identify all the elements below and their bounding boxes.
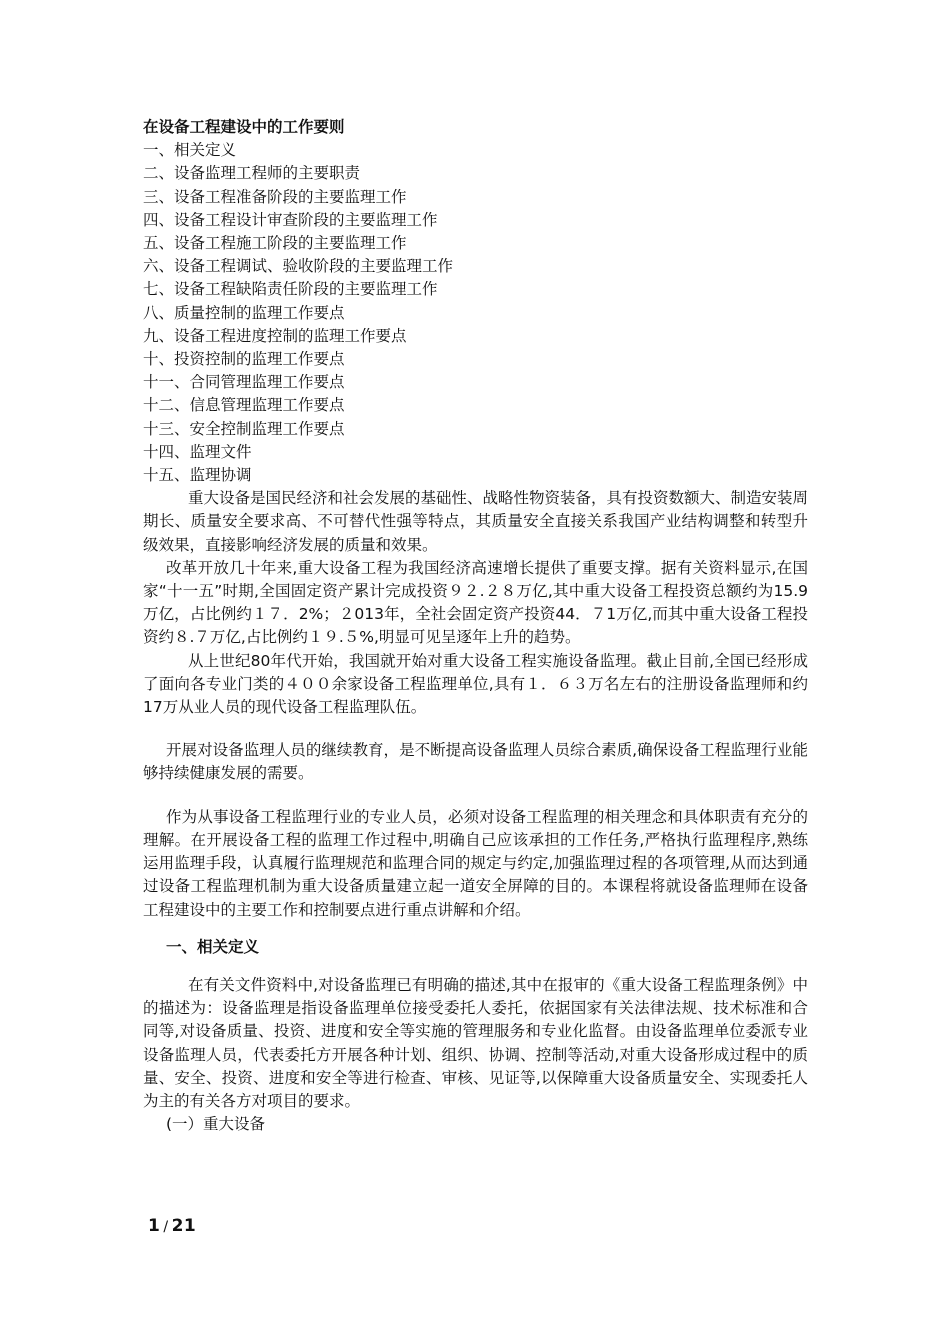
page-number bbox=[148, 1216, 196, 1236]
document-title: 在设备工程建设中的工作要则 bbox=[143, 118, 345, 136]
paragraph-history: 从上世纪80年代开始，我国就开始对重大设备工程实施设备监理。截止目前,全国已经形成了面向各专业门类的４００余家设备工程监理单位,具有１．６３万名左右的注册设备监理师和约17万从业人员的现代设备工程监理队伍。 bbox=[143, 651, 808, 717]
paragraph-responsibility: 作为从事设备工程监理行业的专业人员，必须对设备工程监理的相关理念和具体职责有充分的理解。在开展设备工程的监理工作过程中,明确自己应该承担的工作任务,严格执行监理程序,熟练运用监理手段，认真履行监理规范和监理合同的规定与约定,加强监理过程的各项管理,从而达到通过设备工程监理机制为重大设备质量建立起一道安全屏障的目的。本课程将就设备监理师在设备工程建设中的主要工作和控制要点进行重点讲解和介绍。 bbox=[143, 807, 808, 919]
toc-item: 十四、监理文件 bbox=[143, 442, 252, 461]
toc-item: 十一、合同管理监理工作要点 bbox=[143, 373, 345, 392]
toc-item: 十三、安全控制监理工作要点 bbox=[143, 419, 345, 438]
toc-item: 三、设备工程准备阶段的主要监理工作 bbox=[143, 187, 407, 206]
toc-item: 六、设备工程调试、验收阶段的主要监理工作 bbox=[143, 257, 454, 276]
page-separator: / bbox=[163, 1219, 169, 1235]
toc-item: 十二、信息管理监理工作要点 bbox=[143, 396, 345, 415]
toc-item: 一、相关定义 bbox=[143, 141, 237, 160]
document-body bbox=[143, 116, 808, 1136]
paragraph-education: 开展对设备监理人员的继续教育，是不断提高设备监理人员综合素质,确保设备工程监理行业能够持续健康发展的需要。 bbox=[143, 741, 808, 783]
page-total: 21 bbox=[171, 1216, 197, 1236]
toc-item: 八、质量控制的监理工作要点 bbox=[143, 303, 345, 322]
toc-item: 二、设备监理工程师的主要职责 bbox=[143, 164, 361, 183]
toc-item: 十、投资控制的监理工作要点 bbox=[143, 350, 345, 369]
toc-item: 十五、监理协调 bbox=[143, 466, 252, 485]
paragraph-definition: 在有关文件资料中,对设备监理已有明确的描述,其中在报审的《重大设备工程监理条例》中的描述为：设备监理是指设备监理单位接受委托人委托，依据国家有关法律法规、技术标准和合同等,对设备质量、投资、进度和安全等实施的管理服务和专业化监督。由设备监理单位委派专业设备监理人员，代表委托方开展各种计划、组织、协调、控制等活动,对重大设备形成过程中的质量、安全、投资、进度和安全等进行检查、审核、见证等,以保障重大设备质量安全、实现委托人为主的有关各方对项目的要求。 bbox=[143, 975, 808, 1110]
toc-item: 五、设备工程施工阶段的主要监理工作 bbox=[143, 234, 407, 253]
subsection-heading: (一）重大设备 bbox=[166, 1115, 266, 1134]
toc-item: 九、设备工程进度控制的监理工作要点 bbox=[143, 326, 407, 345]
toc-item: 七、设备工程缺陷责任阶段的主要监理工作 bbox=[143, 280, 438, 299]
toc-item: 四、设备工程设计审查阶段的主要监理工作 bbox=[143, 210, 438, 229]
paragraph-intro: 重大设备是国民经济和社会发展的基础性、战略性物资装备，具有投资数额大、制造安装周期长、质量安全要求高、不可替代性强等特点，其质量安全直接关系我国产业结构调整和转型升级效果，直接影响经济发展的质量和效果。 bbox=[143, 489, 809, 554]
table-of-contents bbox=[143, 139, 808, 487]
section-heading: 一、相关定义 bbox=[166, 937, 260, 956]
page-current: 1 bbox=[148, 1216, 161, 1236]
paragraph-investment: 改革开放几十年来,重大设备工程为我国经济高速增长提供了重要支撑。据有关资料显示,在国家“十一五”时期,全国固定资产累计完成投资９２.２８万亿,其中重大设备工程投资总额约为15.9万亿，占比例约１７．2%；２013年，全社会固定资产投资44．７1万亿,而其中重大设备工程投资约８.７万亿,占比例约１９.５%,明显可见呈逐年上升的趋势。 bbox=[143, 558, 808, 647]
